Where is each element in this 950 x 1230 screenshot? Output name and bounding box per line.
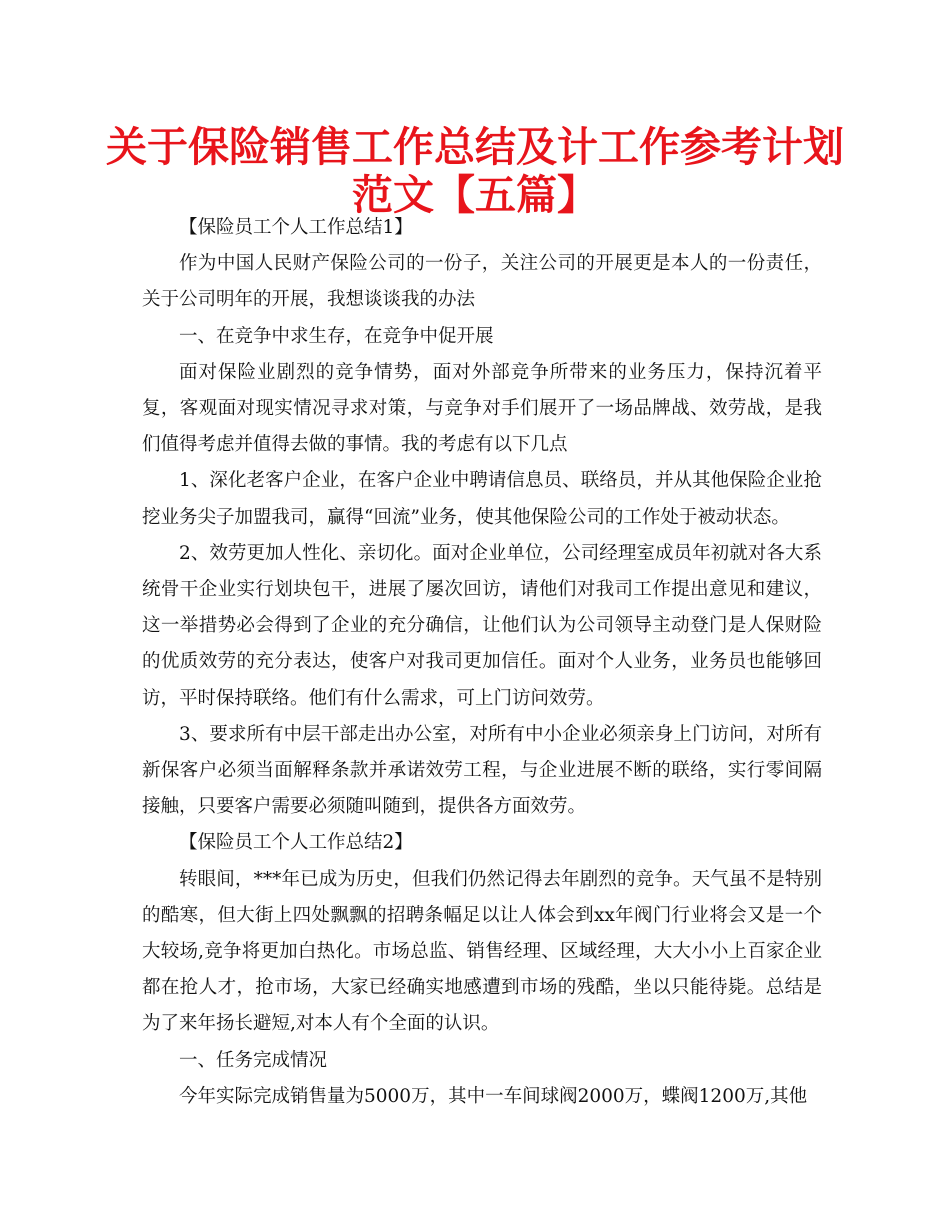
document-body — [142, 210, 822, 1115]
list-item-paragraph: 3、要求所有中层干部走出办公室，对所有中小企业必须亲身上门访问，对所有新保客户必须当面解释条款并承诺效劳工程，与企业进展不断的联络，实行零间隔接触，只要客户需要必须随叫随到，提供各方面效劳。 — [142, 723, 822, 818]
subheading: 一、任务完成情况 — [179, 1049, 328, 1071]
document-title-line-1: 关于保险销售工作总结及计工作参考计划 — [106, 123, 844, 171]
document-title-line-2: 范文【五篇】 — [352, 171, 598, 219]
body-paragraph: 作为中国人民财产保险公司的一份子，关注公司的开展更是本人的一份责任，关于公司明年的开展，我想谈谈我的办法 — [142, 253, 822, 311]
list-item-paragraph: 2、效劳更加人性化、亲切化。面对企业单位，公司经理室成员年初就对各大系统骨干企业实行划块包干，进展了屡次回访，请他们对我司工作提出意见和建议，这一举措势必会得到了企业的充分确信，让他们认为公司领导主动登门是人保财险的优质效劳的充分表达，使客户对我司更加信任。面对个人业务，业务员也能够回访，平时保持联络。他们有什么需求，可上门访问效劳。 — [142, 542, 822, 709]
body-paragraph: 今年实际完成销售量为5000万，其中一车间球阀2000万，蝶阀1200万,其他 — [179, 1085, 808, 1107]
subheading: 一、在竞争中求生存，在竞争中促开展 — [179, 325, 494, 347]
body-paragraph: 转眼间，***年已成为历史，但我们仍然记得去年剧烈的竞争。天气虽不是特别的酷寒，但大街上四处飘飘的招聘条幅足以让人体会到xx年阀门行业将会又是一个大较场,竞争将更加白热化。市场总监、销售经理、区域经理，大大小小上百家企业都在抢人才，抢市场，大家已经确实地感遭到市场的残酷，坐以只能待毙。总结是为了来年扬长避短,对本人有个全面的认识。 — [142, 868, 822, 1035]
section-heading-summary-1: 【保险员工个人工作总结1】 — [179, 217, 413, 238]
body-paragraph: 面对保险业剧烈的竞争情势，面对外部竞争所带来的业务压力，保持沉着平复，客观面对现实情况寻求对策，与竞争对手们展开了一场品牌战、效劳战，是我们值得考虑并值得去做的事情。我的考虑有以下几点 — [142, 361, 822, 456]
section-heading-summary-2: 【保险员工个人工作总结2】 — [179, 832, 413, 854]
list-item-paragraph: 1、深化老客户企业，在客户企业中聘请信息员、联络员，并从其他保险企业抢挖业务尖子加盟我司，赢得“回流”业务，使其他保险公司的工作处于被动状态。 — [142, 470, 822, 528]
